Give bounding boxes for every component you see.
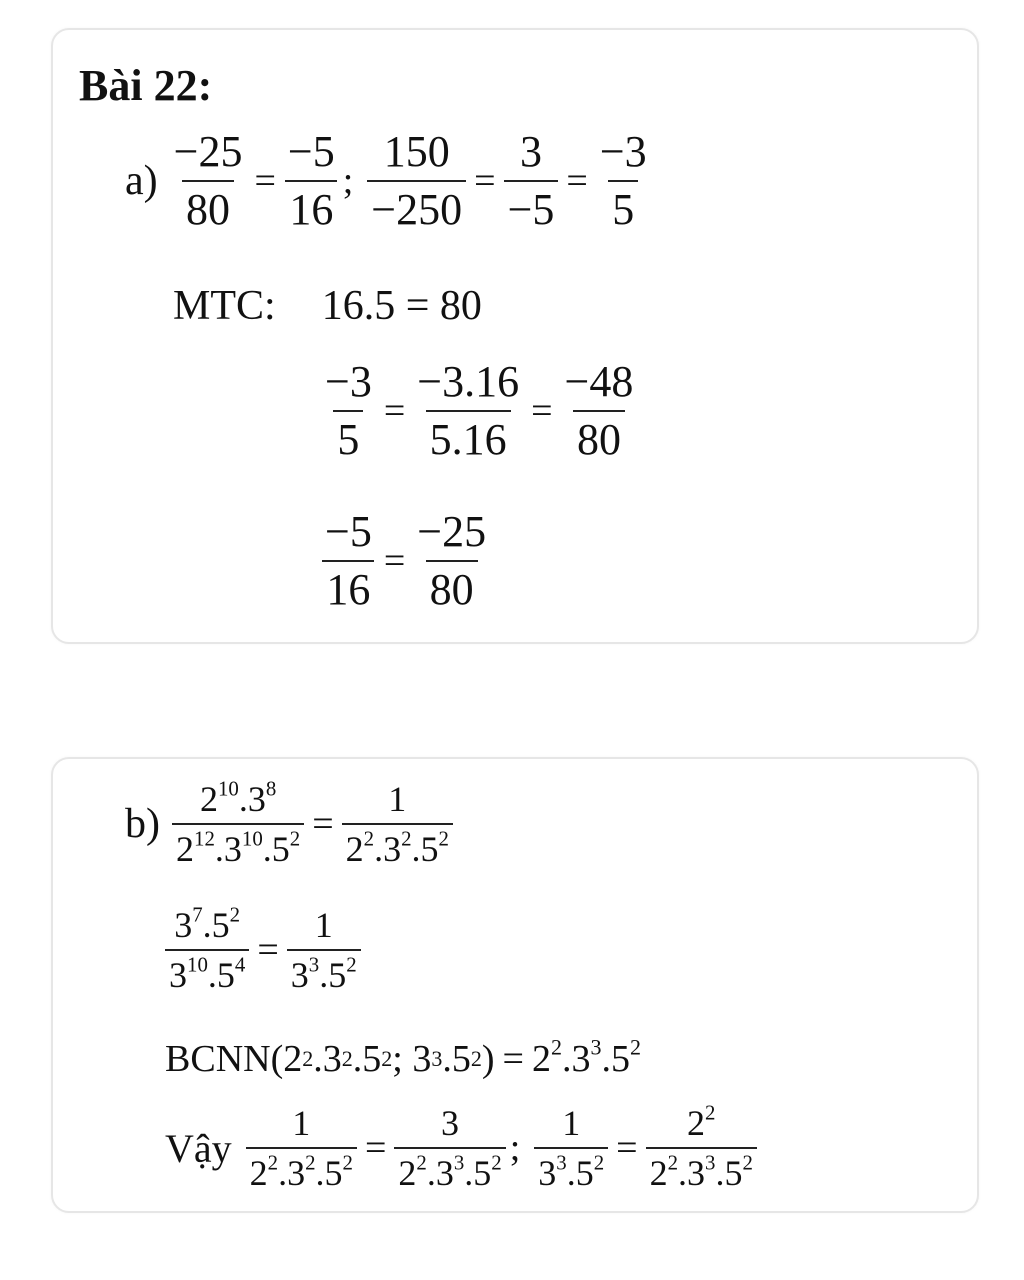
fraction: $\frac{-3.16}{5.16}$ bbox=[417, 357, 520, 464]
line-mtc bbox=[173, 282, 482, 330]
conclusion-label: Vậy bbox=[165, 1125, 232, 1171]
fraction: $\frac{1}{3^3.5^2}$ bbox=[287, 907, 361, 993]
equals-sign: = bbox=[531, 390, 553, 432]
fraction: $\frac{3^7.5^2}{3^{10}.5^4}$ bbox=[165, 907, 249, 993]
fraction: $\frac{1}{2^2.3^2.5^2}$ bbox=[246, 1105, 357, 1191]
fraction: $\frac{-3}{5}$ bbox=[599, 127, 647, 234]
fraction: $\frac{1}{2^2.3^2.5^2}$ bbox=[342, 781, 453, 867]
separator: ; bbox=[509, 1127, 521, 1169]
line-a-fractions bbox=[125, 127, 651, 234]
fraction: $\frac{3}{2^2.3^3.5^2}$ bbox=[394, 1105, 505, 1191]
line-b-1 bbox=[125, 776, 453, 869]
part-label-b: b) bbox=[125, 801, 160, 847]
fraction: $\frac{2^{10}.3^8}{2^{12}.3^{10}.5^2}$ bbox=[172, 781, 304, 867]
bcnn-label: BCNN bbox=[165, 1038, 271, 1080]
equals-sign: = bbox=[383, 390, 406, 432]
part-label-a: a) bbox=[125, 158, 158, 204]
equals-sign: = bbox=[502, 1038, 524, 1080]
fraction: $\frac{-25}{80}$ bbox=[173, 127, 243, 234]
equals-sign: = bbox=[257, 929, 279, 971]
fraction: $\frac{-25}{80}$ bbox=[417, 507, 487, 614]
fraction: $\frac{-5}{16}$ bbox=[321, 510, 376, 612]
solution-card-b bbox=[51, 757, 979, 1213]
fraction: $\frac{-3}{5}$ bbox=[325, 357, 372, 464]
fraction: $\frac{2^2}{2^2.3^3.5^2}$ bbox=[646, 1105, 757, 1191]
separator: ; bbox=[342, 160, 354, 202]
mtc-value: 16.5 = 80 bbox=[321, 283, 482, 329]
equals-sign: = bbox=[364, 1127, 387, 1169]
fraction: $\frac{-5}{16}$ bbox=[284, 130, 339, 232]
fraction: $\frac{3}{-5}$ bbox=[504, 130, 559, 232]
bcnn-result: $2^2.3^3.5^2$ bbox=[531, 1034, 642, 1080]
fraction: $\frac{-48}{80}$ bbox=[564, 357, 634, 464]
line-convert-1 bbox=[321, 357, 637, 464]
fraction: $\frac{150}{-250}$ bbox=[367, 130, 466, 232]
equals-sign: = bbox=[312, 803, 334, 845]
mtc-label: MTC: bbox=[173, 283, 276, 329]
line-bcnn: BCNN ( 2 2 . 3 2 . 5 2 ; 3 3 . 5 2 ) = $2^2.3^3.5^2$ bbox=[165, 1034, 642, 1080]
equals-sign: = bbox=[383, 540, 406, 582]
equals-sign: = bbox=[616, 1127, 638, 1169]
line-convert-2 bbox=[321, 507, 490, 614]
equals-sign: = bbox=[566, 160, 588, 202]
solution-card-a bbox=[51, 28, 979, 644]
equals-sign: = bbox=[474, 160, 496, 202]
fraction: $\frac{1}{3^3.5^2}$ bbox=[534, 1105, 608, 1191]
line-conclusion bbox=[165, 1100, 757, 1193]
line-b-2 bbox=[165, 902, 361, 995]
exercise-title: Bài 22: bbox=[79, 61, 213, 110]
equals-sign: = bbox=[254, 160, 276, 202]
